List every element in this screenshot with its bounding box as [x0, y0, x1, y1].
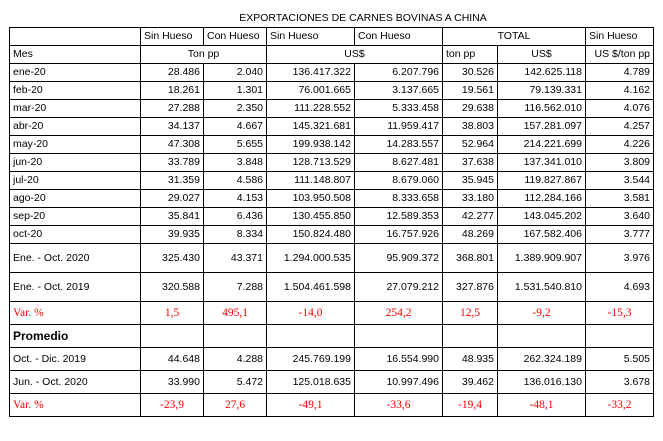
cell-value: 111.148.807 — [267, 172, 355, 190]
cell-value: 52.964 — [443, 136, 498, 154]
col-header-total-ton: ton pp — [443, 46, 498, 64]
cell-value: 29.027 — [141, 190, 204, 208]
cell-value: 5.333.458 — [355, 100, 443, 118]
col-header-sin-hueso-price: Sin Hueso — [586, 28, 654, 46]
cell-value: 18.261 — [141, 82, 204, 100]
row-label: may-20 — [10, 136, 141, 154]
cell-value: 136.417.322 — [267, 64, 355, 82]
cell-value: 1.504.461.598 — [267, 273, 355, 302]
cell-value: 1.389.909.907 — [498, 244, 586, 273]
cell-value: 12,5 — [443, 302, 498, 325]
cell-value: 95.909.372 — [355, 244, 443, 273]
cell-value: 5.505 — [586, 348, 654, 371]
row-label: oct-20 — [10, 226, 141, 244]
cell-value: 8.333.658 — [355, 190, 443, 208]
col-header-sin-hueso-usd: Sin Hueso — [267, 28, 355, 46]
cell-value: 38.803 — [443, 118, 498, 136]
cell-value: 16.554.990 — [355, 348, 443, 371]
cell-value: 262.324.189 — [498, 348, 586, 371]
cell-value: 8.679.060 — [355, 172, 443, 190]
month-row — [10, 118, 654, 136]
variation-avg-row — [10, 394, 654, 417]
cell-value: 39.462 — [443, 371, 498, 394]
cell-value: 14.283.557 — [355, 136, 443, 154]
empty-cell — [498, 325, 586, 348]
cell-value: 214.221.699 — [498, 136, 586, 154]
row-label: ago-20 — [10, 190, 141, 208]
cell-value: 47.308 — [141, 136, 204, 154]
empty-cell — [267, 325, 355, 348]
cell-value: 4.667 — [204, 118, 267, 136]
empty-cell — [204, 325, 267, 348]
month-row — [10, 154, 654, 172]
cell-value: 79.139.331 — [498, 82, 586, 100]
cell-value: 137.341.010 — [498, 154, 586, 172]
cell-value: 495,1 — [204, 302, 267, 325]
cell-value: 4.162 — [586, 82, 654, 100]
cell-value: 11.959.417 — [355, 118, 443, 136]
row-label: sep-20 — [10, 208, 141, 226]
col-header-con-hueso: Con Hueso — [204, 28, 267, 46]
cell-value: 3.581 — [586, 190, 654, 208]
col-header-total: TOTAL — [443, 28, 586, 46]
cell-value: 34.137 — [141, 118, 204, 136]
cell-value: 6.207.796 — [355, 64, 443, 82]
cell-value: 4.586 — [204, 172, 267, 190]
col-header-mes: Mes — [10, 46, 141, 64]
cell-value: 27.288 — [141, 100, 204, 118]
promedio-row — [10, 325, 654, 348]
month-row — [10, 208, 654, 226]
row-label: Var. % — [10, 302, 141, 325]
month-row — [10, 190, 654, 208]
cell-value: 35.945 — [443, 172, 498, 190]
row-label: mar-20 — [10, 100, 141, 118]
cell-value: 245.769.199 — [267, 348, 355, 371]
cell-value: 30.526 — [443, 64, 498, 82]
row-label: ene-20 — [10, 64, 141, 82]
cell-value: 10.997.496 — [355, 371, 443, 394]
cell-value: 42.277 — [443, 208, 498, 226]
cell-value: 5.472 — [204, 371, 267, 394]
cell-value: 29.638 — [443, 100, 498, 118]
month-row — [10, 64, 654, 82]
cell-value: 8.627.481 — [355, 154, 443, 172]
cell-value: 28.486 — [141, 64, 204, 82]
cell-value: 8.334 — [204, 226, 267, 244]
title-row — [10, 10, 654, 28]
cell-value: -14,0 — [267, 302, 355, 325]
cell-value: 3.640 — [586, 208, 654, 226]
cell-value: 4.257 — [586, 118, 654, 136]
row-label: jul-20 — [10, 172, 141, 190]
col-header-ton-pp: Ton pp — [141, 46, 267, 64]
cell-value: 27.079.212 — [355, 273, 443, 302]
cell-value: -9,2 — [498, 302, 586, 325]
cell-value: 320.588 — [141, 273, 204, 302]
cell-value: 119.827.867 — [498, 172, 586, 190]
cell-value: 43.371 — [204, 244, 267, 273]
average-2020-row — [10, 371, 654, 394]
cell-value: 1.531.540.810 — [498, 273, 586, 302]
col-header-total-usd: US$ — [498, 46, 586, 64]
month-row — [10, 226, 654, 244]
exports-table — [9, 10, 654, 417]
cell-value: 142.625.118 — [498, 64, 586, 82]
cell-value: 16.757.926 — [355, 226, 443, 244]
row-label: Var. % — [10, 394, 141, 417]
header-row-2 — [10, 46, 654, 64]
month-row — [10, 82, 654, 100]
cell-value: -33,2 — [586, 394, 654, 417]
col-header-price: US $/ton pp — [586, 46, 654, 64]
cell-value: 33.180 — [443, 190, 498, 208]
cell-value: -19,4 — [443, 394, 498, 417]
cell-value: 125.018.635 — [267, 371, 355, 394]
total-2019-row — [10, 273, 654, 302]
month-row — [10, 136, 654, 154]
cell-value: 44.648 — [141, 348, 204, 371]
cell-value: -33,6 — [355, 394, 443, 417]
cell-value: 199.938.142 — [267, 136, 355, 154]
empty-cell — [355, 325, 443, 348]
cell-value: 4.226 — [586, 136, 654, 154]
cell-value: 5.655 — [204, 136, 267, 154]
table-title: EXPORTACIONES DE CARNES BOVINAS A CHINA — [239, 12, 487, 24]
cell-value: -15,3 — [586, 302, 654, 325]
cell-value: 1.294.000.535 — [267, 244, 355, 273]
variation-row — [10, 302, 654, 325]
cell-value: 2.350 — [204, 100, 267, 118]
cell-value: -49,1 — [267, 394, 355, 417]
empty-cell — [443, 325, 498, 348]
cell-value: 37.638 — [443, 154, 498, 172]
row-label: Ene. - Oct. 2020 — [10, 244, 141, 273]
cell-value: 76.001.665 — [267, 82, 355, 100]
row-label: Oct. - Dic. 2019 — [10, 348, 141, 371]
month-row — [10, 172, 654, 190]
cell-value: 48.935 — [443, 348, 498, 371]
header-row-1 — [10, 28, 654, 46]
cell-value: 150.824.480 — [267, 226, 355, 244]
cell-value: 167.582.406 — [498, 226, 586, 244]
cell-value: 368.801 — [443, 244, 498, 273]
cell-value: 136.016.130 — [498, 371, 586, 394]
cell-value: 33.990 — [141, 371, 204, 394]
col-header-usd: US$ — [267, 46, 443, 64]
cell-value: 6.436 — [204, 208, 267, 226]
cell-value: 143.045.202 — [498, 208, 586, 226]
row-label: feb-20 — [10, 82, 141, 100]
cell-value: 112.284.166 — [498, 190, 586, 208]
empty-cell — [141, 325, 204, 348]
cell-value: 33.789 — [141, 154, 204, 172]
col-header-sin-hueso: Sin Hueso — [141, 28, 204, 46]
cell-value: 27,6 — [204, 394, 267, 417]
cell-value: 111.228.552 — [267, 100, 355, 118]
cell-value: 7.288 — [204, 273, 267, 302]
cell-value: 254,2 — [355, 302, 443, 325]
cell-value: 3.137.665 — [355, 82, 443, 100]
cell-value: 1.301 — [204, 82, 267, 100]
cell-value: 128.713.529 — [267, 154, 355, 172]
cell-value: -23,9 — [141, 394, 204, 417]
row-label: Jun. - Oct. 2020 — [10, 371, 141, 394]
cell-value: 48.269 — [443, 226, 498, 244]
cell-value: 157.281.097 — [498, 118, 586, 136]
row-label: abr-20 — [10, 118, 141, 136]
cell-value: 2.040 — [204, 64, 267, 82]
cell-value: 145.321.681 — [267, 118, 355, 136]
empty-cell — [586, 325, 654, 348]
row-label: Ene. - Oct. 2019 — [10, 273, 141, 302]
col-header-con-hueso-usd: Con Hueso — [355, 28, 443, 46]
cell-value: 35.841 — [141, 208, 204, 226]
row-label: jun-20 — [10, 154, 141, 172]
average-2019-row — [10, 348, 654, 371]
cell-value: 3.777 — [586, 226, 654, 244]
cell-value: 4.288 — [204, 348, 267, 371]
cell-value: 3.976 — [586, 244, 654, 273]
cell-value: -48,1 — [498, 394, 586, 417]
cell-value: 4.076 — [586, 100, 654, 118]
cell-value: 19.561 — [443, 82, 498, 100]
cell-value: 4.153 — [204, 190, 267, 208]
cell-value: 4.789 — [586, 64, 654, 82]
cell-value: 31.359 — [141, 172, 204, 190]
cell-value: 327.876 — [443, 273, 498, 302]
month-row — [10, 100, 654, 118]
cell-value: 130.455.850 — [267, 208, 355, 226]
promedio-label: Promedio — [10, 325, 141, 348]
cell-value: 103.950.508 — [267, 190, 355, 208]
total-2020-row — [10, 244, 654, 273]
cell-value: 3.544 — [586, 172, 654, 190]
cell-value: 3.848 — [204, 154, 267, 172]
cell-value: 39.935 — [141, 226, 204, 244]
cell-value: 3.678 — [586, 371, 654, 394]
cell-value: 4.693 — [586, 273, 654, 302]
cell-value: 325.430 — [141, 244, 204, 273]
cell-value: 116.562.010 — [498, 100, 586, 118]
cell-value: 3.809 — [586, 154, 654, 172]
cell-value: 1,5 — [141, 302, 204, 325]
cell-value: 12.589.353 — [355, 208, 443, 226]
